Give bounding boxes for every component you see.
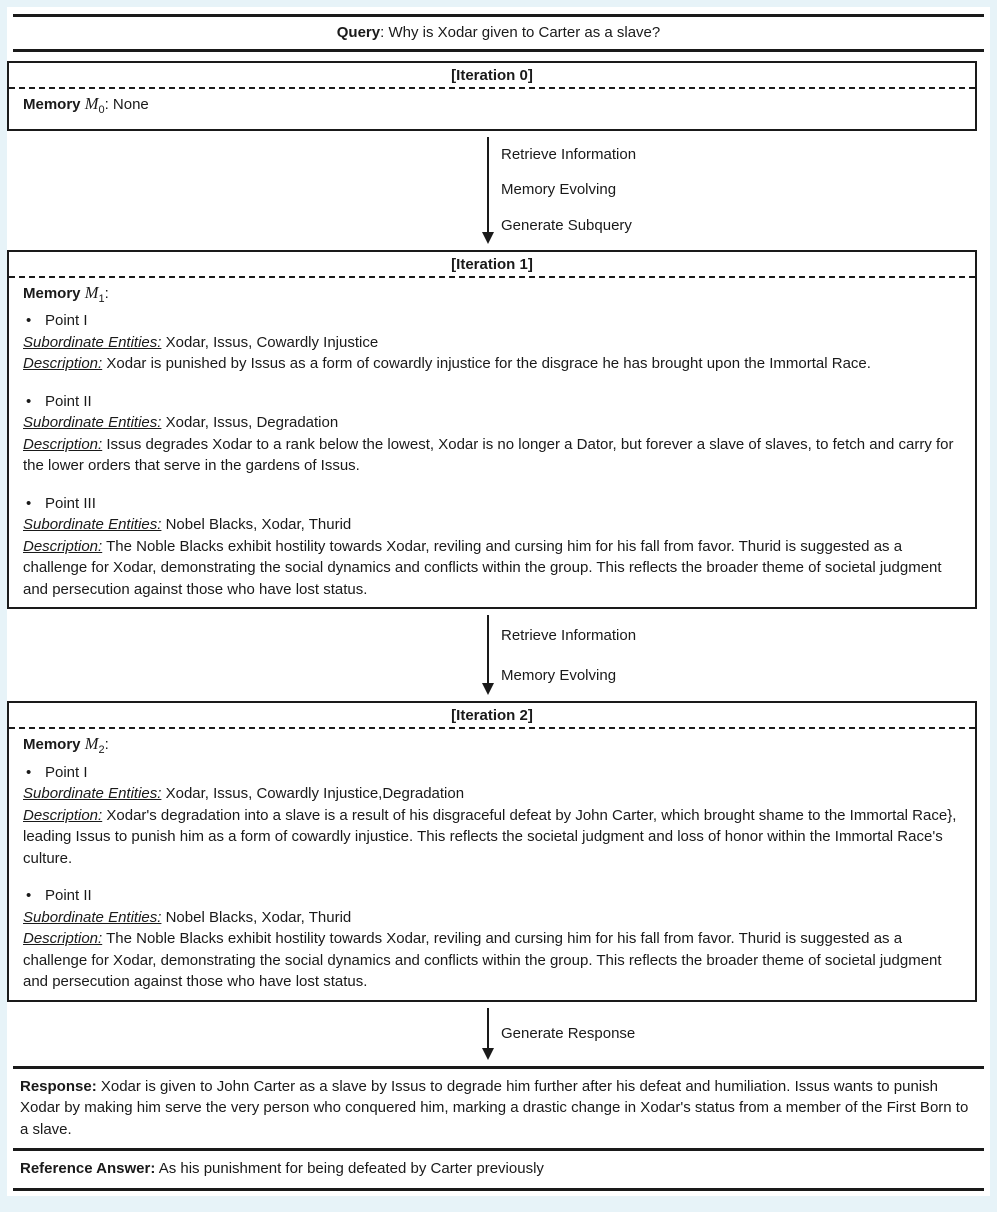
description-label: Description: — [23, 806, 103, 824]
memory-subscript: 1 — [98, 292, 105, 305]
iteration-1-box — [7, 250, 977, 610]
description-value: Issus degrades Xodar to a rank below the lowest, Xodar is no longer a Dator, but forever a slave of slaves, to fetch and carry for the lower orders that serve in the gardens of Issus. — [23, 435, 954, 474]
entities-line — [23, 907, 961, 929]
arrow-down-icon — [487, 137, 489, 233]
entities-label: Subordinate Entities: — [23, 785, 162, 802]
bullet-icon: • — [26, 312, 32, 329]
memory-line — [23, 93, 961, 122]
memory-label: Memory — [23, 284, 85, 302]
point-heading — [23, 391, 961, 413]
response-text: Xodar is given to John Carter as a slave by Issus to degrade him further after his defeat and humiliation. Issus wants to punish Xodar by making him serve the very person who conquered him, marking a drastic change in Xodar's status from a member of the First Born to a slave. — [20, 1077, 969, 1138]
memory-point — [23, 310, 961, 375]
query-bar — [13, 14, 984, 52]
entities-value: Xodar, Issus, Degradation — [165, 414, 339, 431]
memory-colon: : — [104, 96, 109, 113]
iteration-1-title: [Iteration 1] — [9, 252, 975, 278]
reference-answer-text: As his punishment for being defeated by Carter previously — [158, 1160, 544, 1177]
iteration-2-body — [9, 729, 975, 1000]
entities-line — [23, 783, 961, 805]
description-label: Description: — [23, 435, 103, 453]
description-value: The Noble Blacks exhibit hostility towards Xodar, reviling and cursing him for his fall from favor. Thurid is suggested as a challenge for Xodar, demonstrating the social dynamics and conflicts within the group. This reflects the broader theme of societal judgment and persecution against those who have lost status. — [23, 537, 942, 598]
query-label: Query — [336, 24, 381, 41]
arrow-step-label: Generate Subquery — [501, 217, 632, 235]
bullet-icon: • — [26, 494, 32, 512]
arrow-step-label: Generate Response — [501, 1025, 636, 1042]
flow-step-3 — [7, 1008, 990, 1060]
bullet-icon: • — [26, 392, 32, 410]
response-label: Response: — [20, 1077, 97, 1095]
description-line — [23, 928, 961, 993]
reference-answer-label: Reference Answer: — [20, 1160, 156, 1177]
query-text: : Why is Xodar given to Carter as a slave? — [380, 24, 661, 41]
flow-step-2 — [7, 615, 990, 695]
point-title: Point I — [45, 763, 88, 781]
description-line — [23, 434, 961, 477]
memory-point — [23, 391, 961, 477]
entities-line — [23, 412, 961, 434]
entities-label: Subordinate Entities: — [23, 414, 162, 431]
entities-value: Nobel Blacks, Xodar, Thurid — [165, 908, 352, 926]
description-value: Xodar's degradation into a slave is a result of his disgraceful defeat by John Carter, which brought shame to the Immortal Race}, leading Issus to punish him as a form of cowardly injustice. This reflects the societal judgment and loss of honor within the Immortal Race's culture. — [23, 806, 957, 867]
description-value: Xodar is punished by Issus as a form of cowardly injustice for the disgrace he has brought upon the Immortal Race. — [106, 355, 871, 372]
memory-point — [23, 762, 961, 870]
flow-step-3-labels — [501, 1008, 635, 1060]
arrow-step-label: Memory Evolving — [501, 666, 617, 684]
memory-point — [23, 493, 961, 601]
memory-point — [23, 885, 961, 993]
result-block — [13, 1066, 984, 1191]
arrow-step-label: Memory Evolving — [501, 181, 617, 199]
arrow-step-label: Retrieve Information — [501, 145, 637, 163]
description-line — [23, 805, 961, 870]
bullet-icon: • — [26, 763, 32, 781]
arrow-down-icon — [487, 1008, 489, 1049]
memory-symbol: M — [84, 94, 99, 113]
description-label: Description: — [23, 537, 103, 555]
entities-line — [23, 332, 961, 354]
point-heading — [23, 310, 961, 332]
entities-value: Nobel Blacks, Xodar, Thurid — [165, 516, 352, 533]
entities-line — [23, 514, 961, 536]
memory-symbol: M — [84, 282, 99, 302]
point-title: Point II — [45, 392, 92, 410]
entities-label: Subordinate Entities: — [23, 516, 162, 533]
point-heading — [23, 885, 961, 907]
description-line — [23, 353, 961, 375]
memory-label: Memory — [23, 96, 85, 113]
memory-subscript: 2 — [98, 744, 105, 756]
point-title: Point I — [45, 312, 88, 329]
point-heading — [23, 493, 961, 515]
description-value: The Noble Blacks exhibit hostility towards Xodar, reviling and cursing him for his fall from favor. Thurid is suggested as a challenge for Xodar, demonstrating the social dynamics and conflicts within the group. This reflects the broader theme of societal judgment and persecution against those who have lost status. — [23, 930, 942, 990]
figure-canvas — [7, 7, 990, 1196]
memory-line — [23, 733, 961, 762]
memory-label: Memory — [23, 736, 85, 753]
response-paragraph — [13, 1069, 984, 1152]
memory-symbol: M — [84, 734, 99, 753]
memory-colon: : — [104, 736, 109, 753]
point-heading — [23, 762, 961, 784]
description-label: Description: — [23, 930, 103, 947]
description-label: Description: — [23, 355, 103, 372]
arrow-step-label: Retrieve Information — [501, 626, 637, 644]
iteration-1-body — [9, 278, 975, 608]
entities-label: Subordinate Entities: — [23, 333, 162, 351]
memory-colon: : — [104, 284, 109, 302]
point-title: Point II — [45, 887, 92, 904]
iteration-2-box — [7, 701, 977, 1002]
flow-step-1-labels — [501, 137, 636, 244]
iteration-2-title: [Iteration 2] — [9, 703, 975, 729]
entities-label: Subordinate Entities: — [23, 908, 162, 926]
iteration-0-body — [9, 89, 975, 129]
bullet-icon: • — [26, 887, 32, 904]
description-line — [23, 536, 961, 601]
iteration-0-box — [7, 61, 977, 131]
reference-answer-paragraph — [13, 1151, 984, 1188]
entities-value: Xodar, Issus, Cowardly Injustice,Degradation — [165, 785, 465, 802]
memory-line — [23, 282, 961, 311]
iteration-0-title: [Iteration 0] — [9, 63, 975, 89]
memory-subscript: 0 — [98, 104, 105, 116]
point-title: Point III — [45, 494, 96, 512]
arrow-down-icon — [487, 615, 489, 684]
flow-step-2-labels — [501, 615, 636, 695]
flow-step-1 — [7, 137, 990, 244]
memory-value: None — [108, 96, 149, 113]
entities-value: Xodar, Issus, Cowardly Injustice — [165, 333, 379, 351]
